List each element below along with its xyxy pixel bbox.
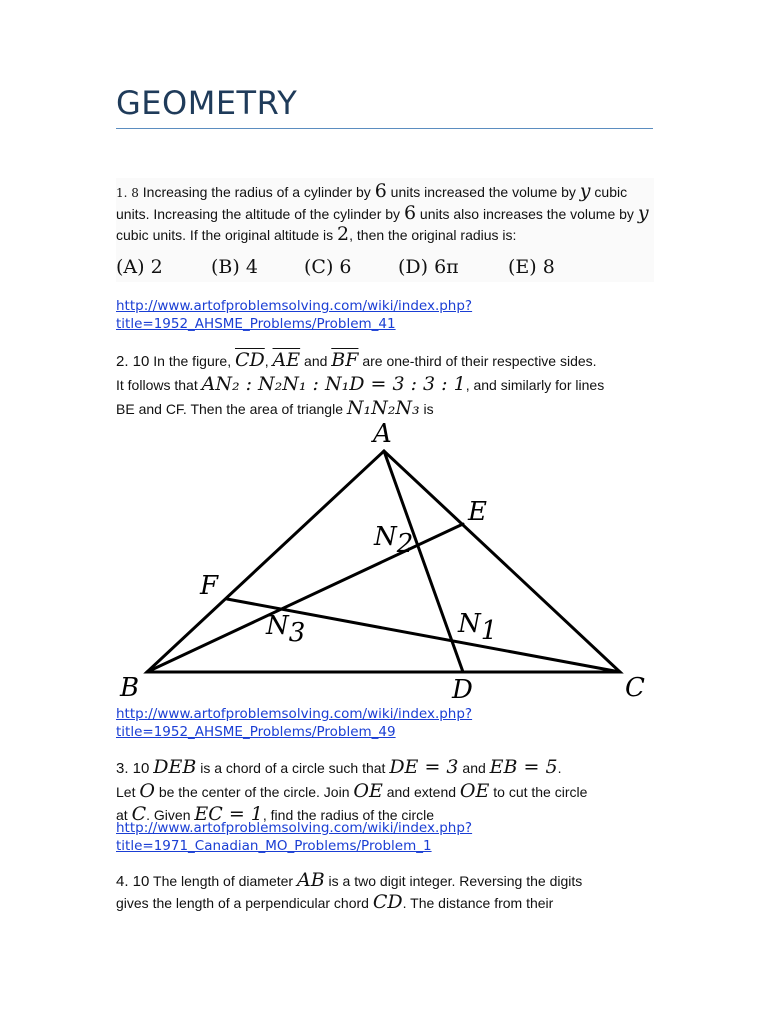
math: OE — [353, 780, 383, 802]
problem2-text — [116, 349, 656, 421]
text: cubic units. If the original altitude is — [116, 227, 338, 243]
problem1-link[interactable] — [116, 297, 472, 333]
problem3-number: 3. 10 — [116, 760, 150, 777]
problem3-link[interactable] — [116, 819, 472, 855]
text: , find the radius of the circle — [262, 807, 435, 823]
text: . — [557, 760, 562, 776]
text: is a two digit integer. Reversing the digits — [324, 873, 583, 889]
math: y — [637, 202, 649, 224]
problem2-link[interactable] — [116, 705, 472, 741]
label-e: E — [468, 497, 487, 527]
text: and — [300, 353, 332, 369]
text: are one-third of their respective sides. — [358, 353, 597, 369]
choice-e: (E) 8 — [508, 256, 555, 278]
choice-b: (B) 4 — [211, 256, 258, 278]
problem1-text — [116, 181, 656, 245]
math: $\overline{AE}$ — [272, 349, 301, 371]
text: In the figure, — [149, 353, 235, 369]
link-line: http://www.artofproblemsolving.com/wiki/index.php? — [116, 706, 473, 722]
choice-a: (A) 2 — [116, 256, 163, 278]
link-line: title=1952_AHSME_Problems/Problem_49 — [116, 724, 396, 740]
math: $\overline{CD}$ — [234, 349, 265, 371]
problem1-choices — [116, 256, 656, 280]
text: It follows that — [116, 377, 202, 393]
label-n1: N1 — [458, 609, 498, 646]
text: be the center of the circle. Join — [154, 784, 354, 800]
math: y — [579, 180, 591, 202]
problem4-text — [116, 870, 656, 914]
label-d: D — [452, 675, 473, 705]
math: DE = 3 — [389, 756, 459, 778]
math: EC = 1 — [194, 803, 263, 825]
math: AB — [296, 869, 325, 891]
math: EB = 5 — [489, 756, 558, 778]
text: units increased the volume by — [386, 184, 580, 200]
label-c: C — [625, 673, 645, 703]
label-a: A — [373, 420, 392, 449]
link-line: title=1971_Canadian_MO_Problems/Problem_1 — [116, 838, 432, 854]
link-line: http://www.artofproblemsolving.com/wiki/index.php? — [116, 820, 473, 836]
text: , — [264, 353, 273, 369]
math: 6 — [374, 180, 387, 202]
text: is — [419, 401, 434, 417]
line-be — [147, 524, 463, 672]
text: . The distance from their — [402, 895, 554, 911]
text: and extend — [382, 784, 460, 800]
label-n3: N3 — [266, 611, 306, 648]
title-divider — [116, 128, 653, 129]
text: gives the length of a perpendicular chord — [116, 895, 373, 911]
text: units also increases the volume by — [416, 206, 638, 222]
label-f: F — [200, 571, 219, 601]
choice-c: (C) 6 — [304, 256, 352, 278]
text: to cut the circle — [489, 784, 588, 800]
math: OE — [459, 780, 490, 802]
link-line: http://www.artofproblemsolving.com/wiki/index.php? — [116, 298, 473, 314]
text: Let — [116, 784, 140, 800]
math: O — [139, 780, 155, 802]
math: C — [131, 803, 147, 825]
page-title: GEOMETRY — [116, 84, 298, 122]
text: at — [116, 807, 132, 823]
math: 6 — [403, 202, 417, 224]
math: N₁N₂N₃ — [346, 397, 420, 419]
text: is a chord of a circle such that — [196, 760, 390, 776]
choice-d: (D) 6π — [398, 256, 459, 278]
problem4-number: 4. 10 — [116, 873, 150, 890]
label-b: B — [120, 673, 140, 703]
text: , then the original radius is: — [349, 227, 517, 243]
problem3-text — [116, 756, 656, 826]
text: , and similarly for lines — [465, 377, 605, 393]
label-n2: N2 — [374, 522, 414, 559]
text: . Given — [146, 807, 195, 823]
line-ad — [384, 451, 463, 672]
triangle-figure — [110, 420, 670, 710]
problem2-number: 2. 10 — [116, 353, 150, 370]
text: BE and CF. Then the area of triangle — [116, 401, 347, 417]
math: DEB — [153, 756, 197, 778]
math: AN₂ : N₂N₁ : N₁D = 3 : 3 : 1 — [201, 373, 466, 395]
link-line: title=1952_AHSME_Problems/Problem_41 — [116, 316, 396, 332]
math: $\overline{BF}$ — [331, 349, 359, 371]
math: 2 — [337, 223, 350, 245]
text: and — [458, 760, 490, 776]
problem1-number: 1. 8 — [116, 186, 139, 200]
text: cubic units. Increasing the altitude of the cylinder by — [116, 184, 628, 222]
math: CD — [372, 891, 403, 913]
text: Increasing the radius of a cylinder by — [138, 184, 375, 200]
text: The length of diameter — [149, 873, 297, 889]
